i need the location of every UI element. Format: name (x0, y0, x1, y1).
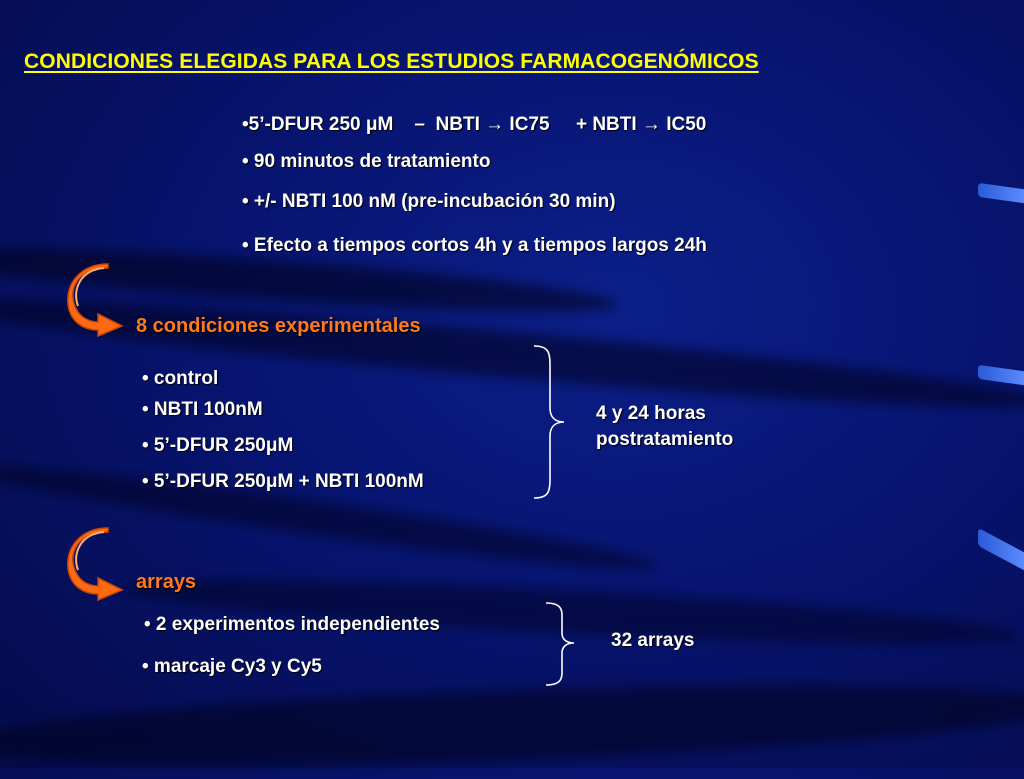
side-accent-bar (978, 365, 1024, 385)
bracket-icon (530, 344, 570, 500)
brace-label: 4 y 24 horas (596, 403, 706, 424)
brace-label: 32 arrays (611, 630, 695, 651)
section-heading-conditions: 8 condiciones experimentales (136, 315, 421, 337)
curved-arrow-icon (64, 264, 128, 336)
side-accent-bar (978, 183, 1024, 203)
condition-item: •5’-DFUR 250 μM – NBTI → IC75 + NBTI → IC50 (242, 114, 707, 135)
array-item: • marcaje Cy3 y Cy5 (142, 656, 322, 677)
experiment-item: • 5’-DFUR 250μM + NBTI 100nM (142, 471, 424, 492)
section-heading-arrays: arrays (136, 571, 197, 593)
experiment-item: • NBTI 100nM (142, 399, 263, 420)
experiment-item: • 5’-DFUR 250μM (142, 435, 294, 456)
background-streak (0, 671, 1024, 779)
experiment-item: • control (142, 368, 219, 389)
brace-label: postratamiento (596, 429, 734, 450)
side-accent-bar (978, 528, 1024, 570)
condition-item: • +/- NBTI 100 nM (pre-incubación 30 min) (242, 191, 616, 212)
curved-arrow-icon (64, 528, 128, 600)
array-item: • 2 experimentos independientes (144, 614, 440, 635)
slide-title: CONDICIONES ELEGIDAS PARA LOS ESTUDIOS FARMACOGENÓMICOS (24, 50, 759, 73)
bracket-icon (544, 601, 584, 687)
condition-item: • 90 minutos de tratamiento (242, 151, 491, 172)
condition-item: • Efecto a tiempos cortos 4h y a tiempos largos 24h (242, 235, 707, 256)
